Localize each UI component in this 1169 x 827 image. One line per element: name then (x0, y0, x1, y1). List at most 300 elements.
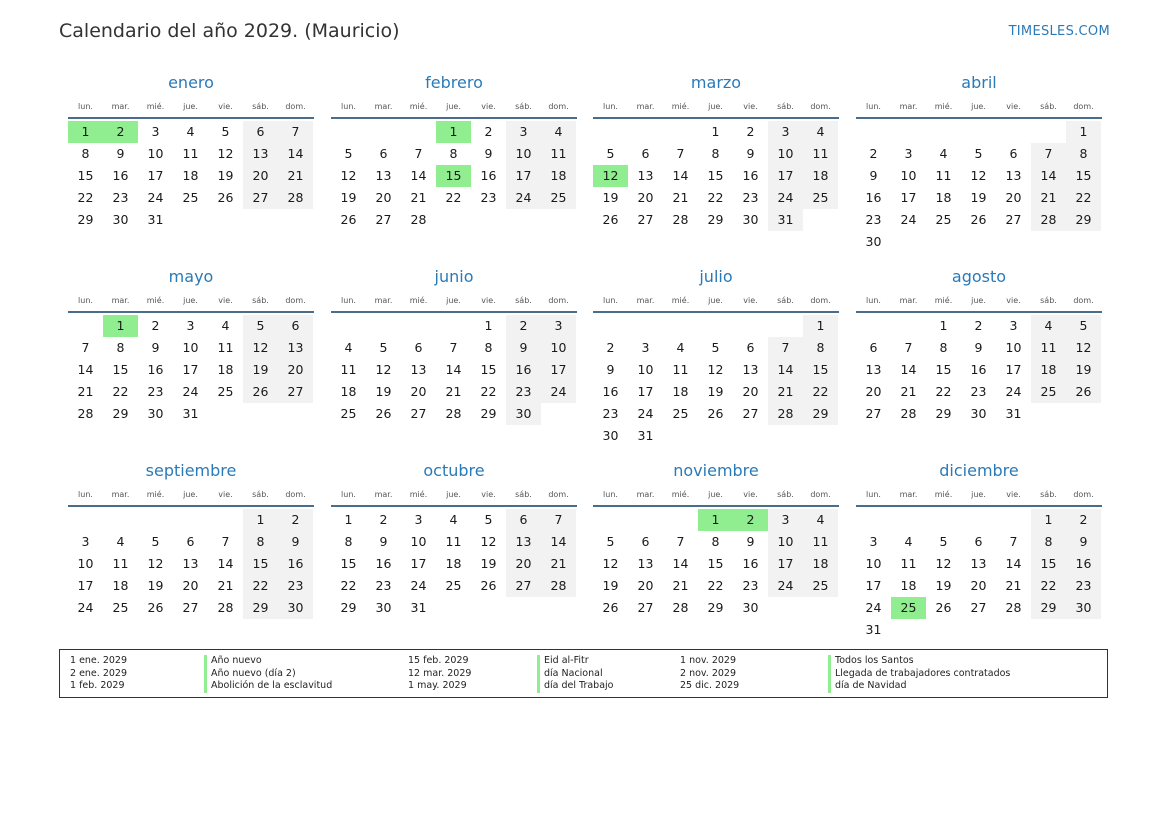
weekday-label: vie. (218, 296, 233, 305)
month-septiembre (68, 460, 314, 619)
empty-cell (698, 315, 733, 337)
weekday-label: jue. (708, 296, 723, 305)
empty-cell (926, 121, 961, 143)
day-cell: 27 (1005, 212, 1022, 227)
day-cell: 23 (147, 384, 164, 399)
weekday-label: mié. (671, 102, 690, 111)
day-cell: 26 (707, 406, 724, 421)
day-grid (331, 315, 577, 425)
empty-cell (68, 315, 103, 337)
day-cell: 21 (1005, 578, 1022, 593)
day-cell: 9 (974, 340, 983, 355)
empty-cell (593, 121, 628, 143)
day-cell: 2 (606, 340, 615, 355)
weekday-label: vie. (1006, 490, 1021, 499)
empty-cell (366, 315, 401, 337)
weekday-label: jue. (971, 102, 986, 111)
holiday-day-cell: 2 (103, 121, 138, 143)
day-cell: 30 (147, 406, 164, 421)
day-cell: 15 (112, 362, 129, 377)
month-name: junio (434, 267, 474, 286)
weekday-header (856, 99, 1102, 119)
day-cell: 7 (676, 146, 685, 161)
day-cell: 27 (637, 212, 654, 227)
day-cell: 22 (243, 575, 278, 597)
weekday-label: lun. (341, 296, 356, 305)
day-grid (593, 509, 839, 619)
day-cell: 21 (672, 578, 689, 593)
month-junio (331, 266, 577, 425)
holiday-day-cell: 1 (103, 315, 138, 337)
empty-cell (663, 509, 698, 531)
month-julio (593, 266, 839, 447)
day-cell: 17 (77, 578, 94, 593)
day-cell: 8 (449, 146, 458, 161)
weekday-label: vie. (481, 296, 496, 305)
day-cell: 18 (445, 556, 462, 571)
day-cell: 15 (1066, 165, 1101, 187)
weekday-label: sáb. (252, 296, 269, 305)
day-cell: 31 (182, 406, 199, 421)
weekday-label: sáb. (1040, 102, 1057, 111)
day-cell: 22 (707, 190, 724, 205)
month-name: enero (168, 73, 214, 92)
day-cell: 8 (711, 146, 720, 161)
legend-dates-col-1 (70, 655, 127, 693)
day-cell: 21 (410, 190, 427, 205)
day-cell: 17 (1005, 362, 1022, 377)
day-cell: 26 (147, 600, 164, 615)
legend-holiday-name: día Nacional (537, 668, 613, 681)
day-cell: 13 (278, 337, 313, 359)
month-name: febrero (425, 73, 483, 92)
weekday-label: jue. (446, 102, 461, 111)
day-cell: 9 (506, 337, 541, 359)
weekday-header (331, 487, 577, 507)
day-cell: 2 (746, 124, 755, 139)
weekday-label: lun. (78, 490, 93, 499)
day-cell: 20 (865, 384, 882, 399)
month-febrero (331, 72, 577, 231)
empty-cell (891, 509, 926, 531)
day-cell: 18 (340, 384, 357, 399)
day-cell: 24 (506, 187, 541, 209)
day-cell: 19 (707, 384, 724, 399)
day-cell: 13 (865, 362, 882, 377)
day-cell: 16 (970, 362, 987, 377)
legend-holiday-name: Año nuevo (204, 655, 332, 668)
legend-holiday-name: Año nuevo (día 2) (204, 668, 332, 681)
month-name: agosto (951, 267, 1007, 286)
day-cell: 27 (375, 212, 392, 227)
day-cell: 25 (445, 578, 462, 593)
weekday-header (68, 487, 314, 507)
day-cell: 20 (410, 384, 427, 399)
site-link[interactable]: TIMESLES.COM (1008, 24, 1110, 39)
weekday-label: dom. (1073, 102, 1094, 111)
weekday-label: mié. (671, 490, 690, 499)
weekday-label: dom. (810, 296, 831, 305)
day-cell: 26 (602, 600, 619, 615)
day-cell: 2 (506, 315, 541, 337)
day-cell: 28 (445, 406, 462, 421)
day-cell: 23 (1066, 575, 1101, 597)
day-cell: 30 (506, 403, 541, 425)
day-cell: 8 (803, 337, 838, 359)
weekday-label: lun. (866, 490, 881, 499)
weekday-header (593, 99, 839, 119)
weekday-label: jue. (183, 102, 198, 111)
day-cell: 11 (217, 340, 234, 355)
day-cell: 26 (602, 212, 619, 227)
weekday-label: mar. (636, 102, 655, 111)
day-cell: 26 (1066, 381, 1101, 403)
day-cell: 31 (1005, 406, 1022, 421)
weekday-label: sáb. (1040, 490, 1057, 499)
day-cell: 11 (803, 531, 838, 553)
weekday-label: dom. (1073, 490, 1094, 499)
day-grid (331, 509, 577, 619)
day-cell: 3 (541, 315, 576, 337)
day-cell: 10 (1005, 340, 1022, 355)
day-cell: 21 (541, 553, 576, 575)
day-cell: 26 (340, 212, 357, 227)
day-cell: 18 (803, 165, 838, 187)
empty-cell (856, 315, 891, 337)
weekday-label: dom. (285, 296, 306, 305)
day-cell: 28 (217, 600, 234, 615)
month-name: septiembre (145, 461, 237, 480)
weekday-label: jue. (708, 102, 723, 111)
empty-cell (996, 121, 1031, 143)
day-cell: 15 (340, 556, 357, 571)
day-cell: 25 (803, 187, 838, 209)
day-cell: 29 (1066, 209, 1101, 231)
weekday-label: dom. (810, 490, 831, 499)
day-cell: 24 (182, 384, 199, 399)
weekday-label: sáb. (515, 102, 532, 111)
day-cell: 7 (676, 534, 685, 549)
day-cell: 13 (637, 168, 654, 183)
day-grid (593, 121, 839, 231)
empty-cell (68, 509, 103, 531)
legend-date: 15 feb. 2029 (408, 655, 469, 666)
weekday-label: jue. (183, 296, 198, 305)
weekday-label: sáb. (1040, 296, 1057, 305)
holiday-legend (59, 649, 1108, 698)
day-cell: 28 (672, 212, 689, 227)
weekday-label: mar. (636, 490, 655, 499)
day-cell: 12 (970, 168, 987, 183)
day-grid (856, 121, 1102, 253)
day-cell: 28 (768, 403, 803, 425)
day-cell: 28 (1031, 209, 1066, 231)
day-cell: 11 (182, 146, 199, 161)
legend-date: 2 ene. 2029 (70, 667, 127, 679)
day-cell: 11 (900, 556, 917, 571)
weekday-label: mié. (934, 102, 953, 111)
day-cell: 25 (112, 600, 129, 615)
weekday-label: mar. (111, 296, 130, 305)
day-cell: 5 (151, 534, 160, 549)
day-cell: 19 (1066, 359, 1101, 381)
day-cell: 28 (77, 406, 94, 421)
day-grid (856, 315, 1102, 425)
weekday-label: mié. (409, 296, 428, 305)
day-cell: 9 (379, 534, 388, 549)
day-cell: 6 (278, 315, 313, 337)
day-cell: 5 (221, 124, 230, 139)
day-cell: 5 (711, 340, 720, 355)
day-cell: 2 (151, 318, 160, 333)
weekday-label: sáb. (515, 490, 532, 499)
day-cell: 22 (1066, 187, 1101, 209)
day-cell: 7 (541, 509, 576, 531)
day-cell: 8 (1031, 531, 1066, 553)
weekday-header (856, 487, 1102, 507)
empty-cell (1031, 121, 1066, 143)
day-cell: 4 (803, 121, 838, 143)
weekday-label: sáb. (777, 102, 794, 111)
month-name: julio (699, 267, 733, 286)
day-cell: 19 (217, 168, 234, 183)
day-cell: 10 (637, 362, 654, 377)
day-cell: 3 (768, 121, 803, 143)
day-cell: 9 (869, 168, 878, 183)
legend-dates-col-3 (680, 655, 739, 693)
day-cell: 10 (410, 534, 427, 549)
weekday-label: mar. (111, 490, 130, 499)
day-cell: 8 (1066, 143, 1101, 165)
legend-date: 1 ene. 2029 (70, 655, 127, 666)
day-cell: 18 (541, 165, 576, 187)
day-cell: 20 (637, 190, 654, 205)
empty-cell (593, 315, 628, 337)
day-cell: 28 (1005, 600, 1022, 615)
day-cell: 11 (935, 168, 952, 183)
day-cell: 6 (1009, 146, 1018, 161)
day-cell: 12 (340, 168, 357, 183)
month-name: marzo (690, 73, 742, 92)
day-cell: 22 (112, 384, 129, 399)
weekday-label: sáb. (777, 296, 794, 305)
day-cell: 17 (182, 362, 199, 377)
day-cell: 12 (243, 337, 278, 359)
day-cell: 6 (641, 534, 650, 549)
day-cell: 1 (803, 315, 838, 337)
legend-holiday-name: día de Navidad (828, 680, 1010, 693)
weekday-label: mar. (111, 102, 130, 111)
weekday-label: dom. (810, 102, 831, 111)
day-cell: 24 (865, 600, 882, 615)
month-noviembre (593, 460, 839, 619)
month-name: mayo (168, 267, 214, 286)
weekday-label: mié. (934, 296, 953, 305)
weekday-label: jue. (971, 296, 986, 305)
day-cell: 22 (445, 190, 462, 205)
day-cell: 27 (243, 187, 278, 209)
day-cell: 13 (410, 362, 427, 377)
day-cell: 4 (116, 534, 125, 549)
empty-cell (891, 121, 926, 143)
day-cell: 17 (900, 190, 917, 205)
month-name: abril (961, 73, 997, 92)
day-cell: 19 (602, 578, 619, 593)
day-grid (68, 509, 314, 619)
day-cell: 19 (375, 384, 392, 399)
day-cell: 27 (410, 406, 427, 421)
empty-cell (856, 121, 891, 143)
day-cell: 28 (672, 600, 689, 615)
day-cell: 29 (707, 212, 724, 227)
day-cell: 19 (970, 190, 987, 205)
day-cell: 16 (506, 359, 541, 381)
day-cell: 18 (672, 384, 689, 399)
day-cell: 17 (865, 578, 882, 593)
day-cell: 20 (278, 359, 313, 381)
day-cell: 8 (484, 340, 493, 355)
month-agosto (856, 266, 1102, 425)
weekday-header (331, 99, 577, 119)
day-cell: 16 (278, 553, 313, 575)
weekday-label: dom. (1073, 296, 1094, 305)
day-cell: 5 (243, 315, 278, 337)
day-cell: 13 (375, 168, 392, 183)
day-cell: 30 (1066, 597, 1101, 619)
day-cell: 9 (746, 534, 755, 549)
day-cell: 19 (243, 359, 278, 381)
day-cell: 23 (480, 190, 497, 205)
day-cell: 16 (1066, 553, 1101, 575)
day-cell: 8 (116, 340, 125, 355)
day-cell: 7 (449, 340, 458, 355)
weekday-label: mar. (374, 490, 393, 499)
day-cell: 6 (641, 146, 650, 161)
day-cell: 14 (445, 362, 462, 377)
day-cell: 24 (768, 575, 803, 597)
day-cell: 1 (711, 124, 720, 139)
day-cell: 15 (77, 168, 94, 183)
weekday-label: jue. (708, 490, 723, 499)
day-cell: 21 (77, 384, 94, 399)
day-cell: 30 (112, 212, 129, 227)
day-cell: 11 (112, 556, 129, 571)
day-cell: 30 (865, 234, 882, 249)
day-cell: 4 (676, 340, 685, 355)
weekday-label: vie. (481, 490, 496, 499)
empty-cell (593, 509, 628, 531)
legend-names-col-1 (204, 655, 332, 693)
day-cell: 9 (606, 362, 615, 377)
day-cell: 20 (970, 578, 987, 593)
day-cell: 11 (672, 362, 689, 377)
day-cell: 8 (81, 146, 90, 161)
day-cell: 1 (243, 509, 278, 531)
month-name: octubre (423, 461, 485, 480)
day-cell: 11 (803, 143, 838, 165)
day-cell: 5 (606, 534, 615, 549)
day-cell: 7 (414, 146, 423, 161)
day-cell: 3 (1009, 318, 1018, 333)
day-cell: 26 (935, 600, 952, 615)
day-grid (68, 315, 314, 425)
day-cell: 17 (768, 165, 803, 187)
weekday-label: vie. (1006, 296, 1021, 305)
weekday-label: lun. (341, 490, 356, 499)
day-cell: 21 (445, 384, 462, 399)
day-cell: 5 (974, 146, 983, 161)
weekday-header (331, 293, 577, 313)
day-cell: 10 (865, 556, 882, 571)
day-cell: 17 (541, 359, 576, 381)
day-cell: 19 (602, 190, 619, 205)
empty-cell (663, 315, 698, 337)
day-cell: 26 (375, 406, 392, 421)
day-cell: 2 (278, 509, 313, 531)
weekday-label: vie. (218, 102, 233, 111)
day-cell: 12 (707, 362, 724, 377)
holiday-day-cell: 1 (68, 121, 103, 143)
day-cell: 26 (970, 212, 987, 227)
day-cell: 14 (900, 362, 917, 377)
day-cell: 29 (935, 406, 952, 421)
day-cell: 7 (81, 340, 90, 355)
day-cell: 8 (939, 340, 948, 355)
day-cell: 27 (970, 600, 987, 615)
weekday-label: mar. (374, 102, 393, 111)
day-cell: 28 (278, 187, 313, 209)
empty-cell (103, 509, 138, 531)
empty-cell (366, 121, 401, 143)
legend-holiday-name: Eid al-Fitr (537, 655, 613, 668)
day-cell: 31 (410, 600, 427, 615)
day-cell: 8 (344, 534, 353, 549)
day-cell: 21 (217, 578, 234, 593)
day-cell: 23 (602, 406, 619, 421)
legend-dates-col-2 (408, 655, 471, 693)
day-cell: 19 (480, 556, 497, 571)
day-cell: 11 (445, 534, 462, 549)
day-cell: 7 (1031, 143, 1066, 165)
day-cell: 6 (243, 121, 278, 143)
day-cell: 6 (746, 340, 755, 355)
day-cell: 6 (379, 146, 388, 161)
day-cell: 18 (935, 190, 952, 205)
day-cell: 20 (243, 165, 278, 187)
day-cell: 14 (217, 556, 234, 571)
day-cell: 29 (707, 600, 724, 615)
empty-cell (768, 315, 803, 337)
weekday-header (68, 99, 314, 119)
month-abril (856, 72, 1102, 253)
months-grid (68, 72, 1102, 642)
day-cell: 2 (484, 124, 493, 139)
day-cell: 10 (768, 531, 803, 553)
day-cell: 12 (375, 362, 392, 377)
empty-cell (926, 509, 961, 531)
day-cell: 4 (904, 534, 913, 549)
day-cell: 24 (147, 190, 164, 205)
day-cell: 14 (768, 359, 803, 381)
weekday-label: lun. (866, 102, 881, 111)
month-name: diciembre (939, 461, 1019, 480)
weekday-label: mar. (899, 490, 918, 499)
weekday-label: jue. (183, 490, 198, 499)
day-cell: 22 (340, 578, 357, 593)
day-cell: 22 (803, 381, 838, 403)
day-cell: 2 (1066, 509, 1101, 531)
day-cell: 4 (803, 509, 838, 531)
